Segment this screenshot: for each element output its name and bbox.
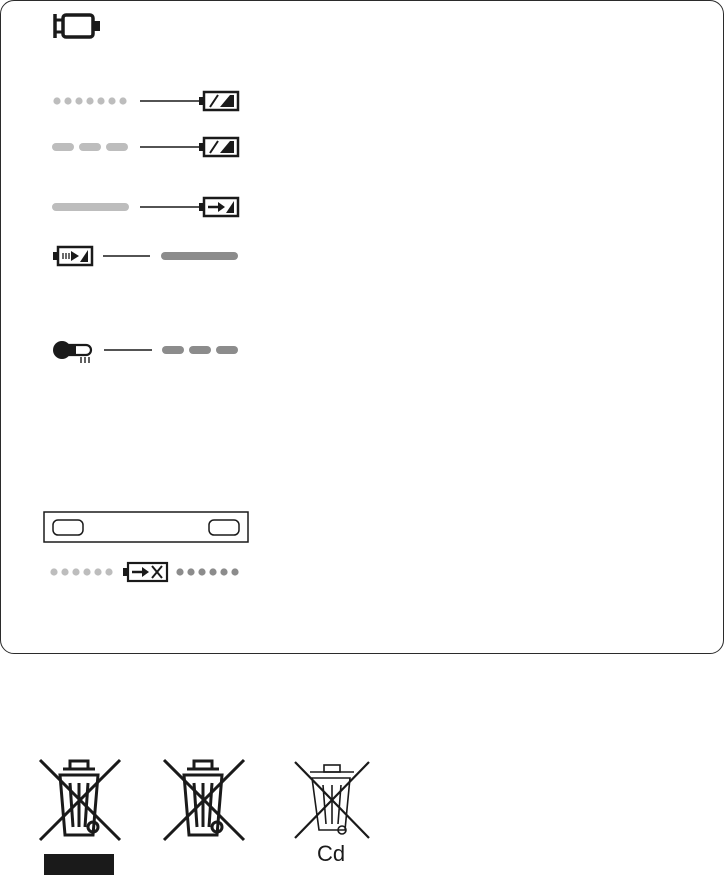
led-dashes-light (52, 143, 128, 151)
fault-row (48, 559, 242, 585)
mains-plug-icon (52, 10, 108, 42)
battery-discharge-icon (53, 247, 92, 265)
crossed-bin-icon (160, 755, 248, 845)
thermometer-icon (53, 341, 91, 363)
indicator-row-1 (50, 88, 242, 114)
battery-full-arrow-icon (199, 198, 238, 216)
crossed-bin-icon (36, 755, 124, 877)
led-dashes-dark (162, 346, 238, 354)
led-solid-light (52, 203, 129, 211)
led-left-icon (53, 520, 83, 535)
indicator-row-4 (50, 243, 242, 269)
battery-charging-icon (199, 92, 238, 110)
led-right-icon (209, 520, 239, 535)
crossed-bin-icon (292, 760, 372, 842)
led-dots-light (53, 97, 126, 104)
led-dots-light (50, 568, 112, 575)
led-dots-dark (176, 568, 238, 575)
black-bar (44, 854, 114, 875)
indicator-row-3 (50, 194, 242, 220)
cadmium-label: Cd (316, 841, 346, 866)
led-solid-dark (161, 252, 238, 260)
led-indicator-strip (43, 511, 249, 543)
indicator-row-2 (50, 134, 242, 160)
battery-charging-icon (199, 138, 238, 156)
indicator-row-5 (50, 336, 242, 366)
battery-fault-icon (123, 563, 167, 581)
